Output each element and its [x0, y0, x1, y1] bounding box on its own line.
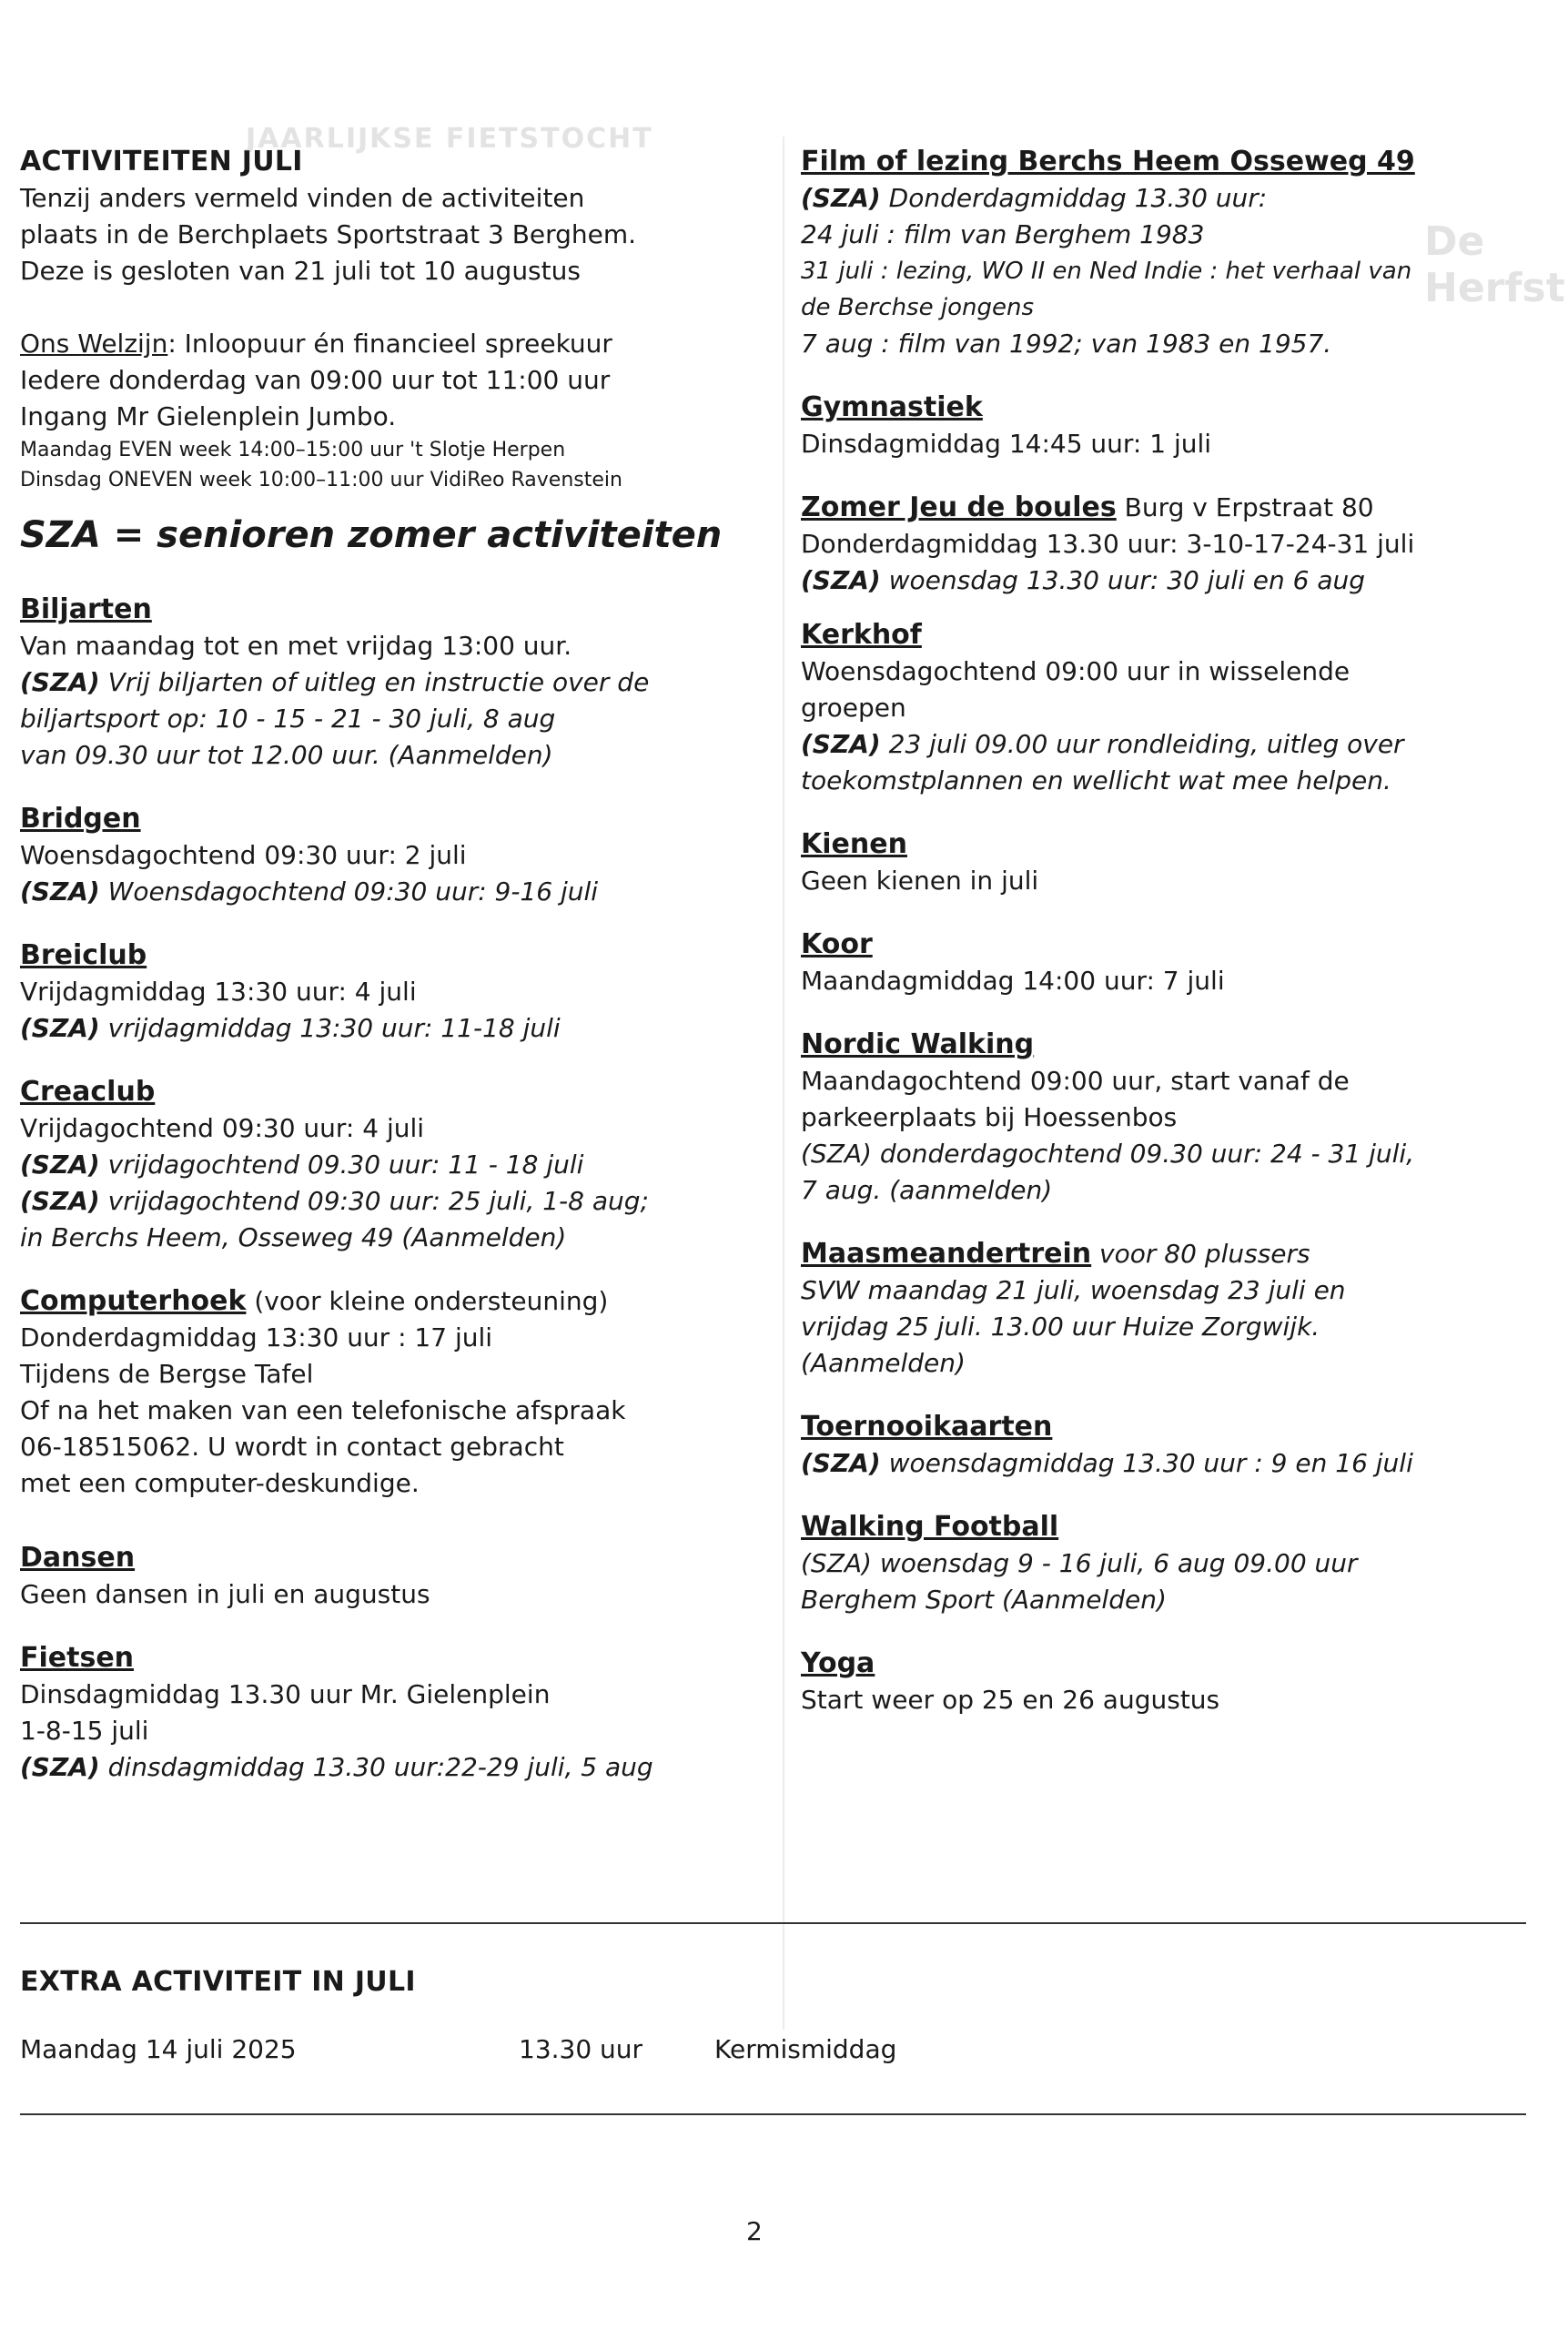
walking-football-section: Walking Football (SZA) woensdag 9 - 16 juli, 6 aug 09.00 uur Berghem Sport (Aanmelden)	[801, 1509, 1547, 1618]
yoga-section: Yoga Start weer op 25 en 26 augustus	[801, 1646, 1547, 1718]
section-title: Computerhoek	[20, 1285, 247, 1317]
koor-section: Koor Maandagmiddag 14:00 uur: 7 juli	[801, 927, 1547, 999]
sza-tag: (SZA)	[20, 1752, 100, 1782]
sza-tag: (SZA)	[801, 565, 881, 595]
divider-top	[20, 1922, 1526, 1924]
right-column	[801, 144, 1547, 1718]
section-title: Kerkhof	[801, 619, 922, 651]
section-title: Kienen	[801, 828, 907, 860]
film-section: Film of lezing Berchs Heem Osseweg 49 (SZA) Donderdagmiddag 13.30 uur: 24 juli : film van Berghem 1983 31 juli : lezing, WO II en Ned Indie : het verhaal van de Berchse jongens 7 aug : film van 1992; van 1983 en 1957.	[801, 144, 1547, 362]
toernooikaarten-section: Toernooikaarten (SZA) woensdagmiddag 13.30 uur : 9 en 16 juli	[801, 1409, 1547, 1482]
section-title: Maasmeandertrein	[801, 1238, 1092, 1270]
maasmeandertrein-section: Maasmeandertrein voor 80 plussers SVW maandag 21 juli, woensdag 23 juli en vrijdag 25 juli. 13.00 uur Huize Zorgwijk. (Aanmelden)	[801, 1238, 1346, 1378]
section-title: Nordic Walking	[801, 1028, 1035, 1060]
sza-tag: (SZA)	[20, 1150, 100, 1180]
section-title: Zomer Jeu de boules	[801, 491, 1117, 523]
gymnastiek-section: Gymnastiek Dinsdagmiddag 14:45 uur: 1 juli	[801, 390, 1547, 462]
sza-heading: SZA = senioren zomer activiteiten	[20, 514, 723, 556]
divider-bottom	[20, 2113, 1526, 2115]
computerhoek-section: Computerhoek (voor kleine ondersteuning) Donderdagmiddag 13:30 uur : 17 juli Tijdens de Bergse Tafel Of na het maken van een telefonische afspraak 06-18515062. U wordt in contact gebracht met een computer-deskundige.	[20, 1285, 626, 1498]
sza-tag: (SZA)	[20, 667, 100, 697]
section-title: Koor	[801, 928, 873, 960]
creaclub-section: Creaclub Vrijdagochtend 09:30 uur: 4 juli (SZA) vrijdagochtend 09.30 uur: 11 - 18 juli (SZA) vrijdagochtend 09:30 uur: 25 juli, 1-8 aug; in Berchs Heem, Osseweg 49 (Aanmelden)	[20, 1074, 775, 1256]
section-title: Fietsen	[20, 1642, 135, 1674]
extra-time: 13.30 uur	[519, 2034, 643, 2064]
bleed-through-divider	[783, 137, 784, 2030]
section-title: Film of lezing Berchs Heem Osseweg 49	[801, 146, 1415, 177]
section-title: Bridgen	[20, 803, 141, 835]
breiclub-section: Breiclub Vrijdagmiddag 13:30 uur: 4 juli (SZA) vrijdagmiddag 13:30 uur: 11-18 juli	[20, 937, 775, 1047]
bleed-through-text: De Herfst	[1424, 218, 1565, 311]
welzijn-small: Maandag EVEN week 14:00–15:00 uur 't Slotje Herpen Dinsdag ONEVEN week 10:00–11:00 uur VidiReo Ravenstein	[20, 439, 622, 491]
sza-tag: (SZA)	[801, 729, 881, 759]
extra-date: Maandag 14 juli 2025	[20, 2034, 297, 2064]
section-title: Creaclub	[20, 1076, 156, 1108]
welzijn-title: : Inloopuur én financieel spreekuur	[167, 329, 612, 359]
dansen-section: Dansen Geen dansen in juli en augustus	[20, 1540, 775, 1613]
section-title: Yoga	[801, 1647, 875, 1679]
sza-tag: (SZA)	[20, 876, 100, 907]
jeu-de-boules-section: Zomer Jeu de boules Burg v Erpstraat 80 Donderdagmiddag 13.30 uur: 3-10-17-24-31 juli (SZA) woensdag 13.30 uur: 30 juli en 6 aug	[801, 491, 1415, 595]
bleed-through-text: JAARLIJKSE FIETSTOCHT	[246, 123, 653, 155]
nordic-walking-section: Nordic Walking Maandagochtend 09:00 uur, start vanaf de parkeerplaats bij Hoessenbos (SZA) donderdagochtend 09.30 uur: 24 - 31 juli, 7 aug. (aanmelden)	[801, 1027, 1547, 1209]
extra-title: EXTRA ACTIVITEIT IN JULI	[20, 1966, 416, 1998]
section-title: Toernooikaarten	[801, 1411, 1053, 1443]
sza-tag: (SZA)	[801, 183, 881, 213]
intro-text: Tenzij anders vermeld vinden de activiteiten plaats in de Berchplaets Sportstraat 3 Berghem. Deze is gesloten van 21 juli tot 10 augustus	[20, 183, 637, 286]
kienen-section: Kienen Geen kienen in juli	[801, 826, 1547, 899]
fietsen-section: Fietsen Dinsdagmiddag 13.30 uur Mr. Gielenplein 1-8-15 juli (SZA) dinsdagmiddag 13.30 uur:22-29 juli, 5 aug	[20, 1640, 775, 1786]
section-title: Gymnastiek	[801, 391, 983, 423]
section-title: Dansen	[20, 1542, 136, 1574]
extra-event: Kermismiddag	[714, 2034, 897, 2064]
welzijn-label: Ons Welzijn	[20, 329, 168, 359]
biljarten-section: Biljarten Van maandag tot en met vrijdag 13:00 uur. (SZA) Vrij biljarten of uitleg en instructie over de biljartsport op: 10 - 15 - 21 - 30 juli, 8 aug van 09.30 uur tot 12.00 uur. (Aanmelden)	[20, 592, 775, 774]
kerkhof-section: Kerkhof Woensdagochtend 09:00 uur in wisselende groepen (SZA) 23 juli 09.00 uur rondleiding, uitleg over toekomstplannen en wellicht wat mee helpen.	[801, 617, 1547, 799]
left-column	[20, 144, 775, 1786]
section-title: Walking Football	[801, 1511, 1059, 1543]
bridgen-section: Bridgen Woensdagochtend 09:30 uur: 2 juli (SZA) Woensdagochtend 09:30 uur: 9-16 juli	[20, 801, 775, 910]
page-number: 2	[746, 2216, 763, 2246]
sza-tag: (SZA)	[20, 1186, 100, 1216]
section-title: Biljarten	[20, 593, 152, 625]
welzijn-section: Ons Welzijn: Inloopuur én financieel spreekuur Iedere donderdag van 09:00 uur tot 11:00 uur Ingang Mr Gielenplein Jumbo.	[20, 329, 612, 431]
page-title: ACTIVITEITEN JULI	[20, 146, 303, 177]
sza-tag: (SZA)	[801, 1448, 881, 1478]
section-title: Breiclub	[20, 939, 147, 971]
sza-tag: (SZA)	[20, 1013, 100, 1043]
